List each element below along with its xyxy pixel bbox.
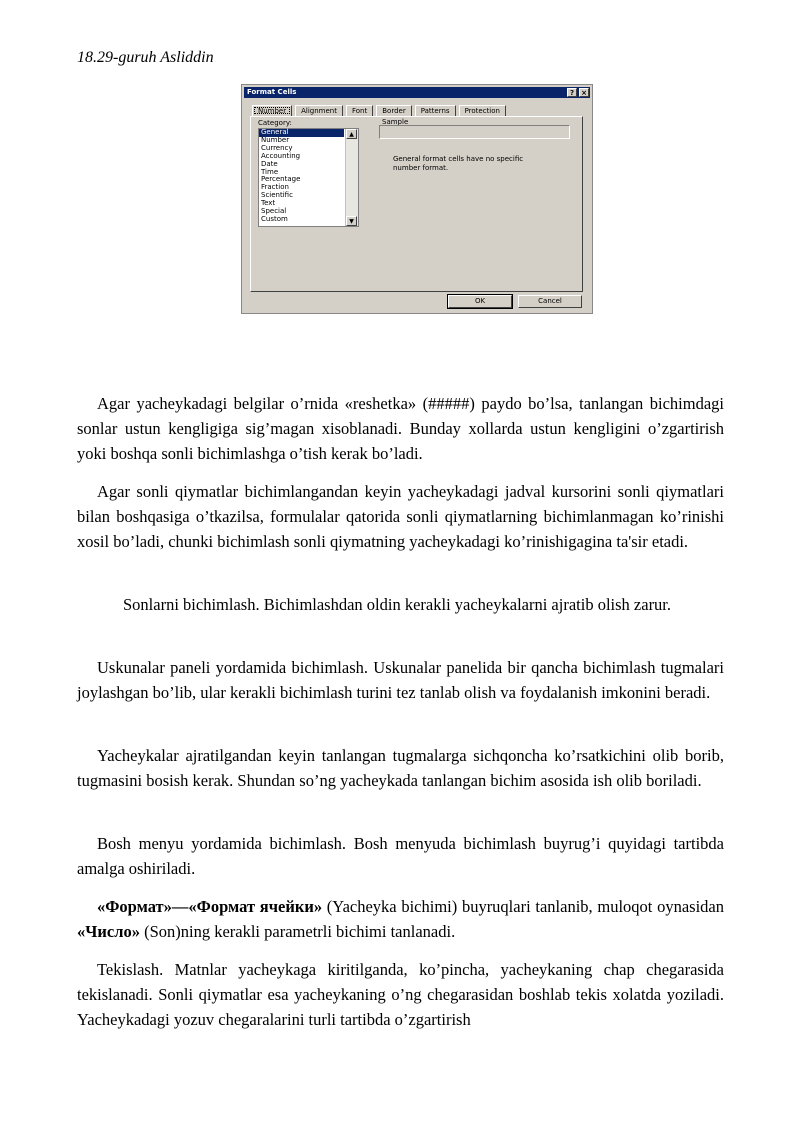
scroll-down-icon[interactable]: ▼	[346, 216, 357, 226]
category-item[interactable]: Special	[261, 207, 287, 216]
paragraph	[77, 391, 724, 466]
category-listbox[interactable]	[258, 128, 359, 227]
paragraph-text: Uskunalar paneli yordamida bichimlash. Uskunalar panelida bir qancha bichimlash tugmalari joylashgan bo’lib, ular kerakli bichimlash turini tez tanlab olish va foydalanish imkonini beradi.	[77, 658, 724, 702]
sample-label: Sample	[382, 118, 409, 126]
page-header: 18.29-guruh Asliddin	[77, 49, 214, 66]
category-item[interactable]: Percentage	[261, 175, 301, 184]
category-item[interactable]: Custom	[261, 214, 288, 223]
tab-font[interactable]: Font	[346, 105, 373, 116]
help-button[interactable]: ?	[567, 88, 577, 97]
cancel-button[interactable]: Cancel	[518, 295, 582, 308]
category-item[interactable]: Text	[261, 199, 276, 208]
paragraph	[77, 592, 724, 617]
category-item[interactable]: General	[259, 129, 344, 137]
paragraph-text: Yacheykalar ajratilgandan keyin tanlangan tugmalarga sichqoncha ko’rsatkichini olib borib, tugmasini bosish kerak. Shundan so’ng yacheykada tanlangan bichim asosida ish olib boriladi.	[77, 746, 724, 790]
tab-patterns[interactable]: Patterns	[415, 105, 456, 116]
category-item[interactable]: Date	[261, 159, 278, 168]
menu-path-bold: «Формат»—«Формат ячейки»	[97, 897, 323, 916]
category-label: Category:	[258, 119, 292, 127]
format-cells-dialog-screenshot	[241, 84, 593, 314]
tab-number[interactable]: Number	[252, 105, 292, 116]
tab-protection[interactable]: Protection	[459, 105, 506, 116]
paragraph-text: Sonlarni bichimlash. Bichimlashdan oldin kerakli yacheykalarni ajratib olish zarur.	[123, 595, 672, 614]
paragraph	[77, 831, 724, 881]
paragraph	[77, 894, 724, 944]
paragraph	[77, 655, 724, 705]
listbox-scrollbar[interactable]	[345, 129, 358, 226]
category-item[interactable]: Accounting	[261, 151, 301, 160]
close-button[interactable]: ×	[579, 88, 589, 97]
category-item[interactable]: Scientific	[261, 191, 293, 200]
category-item[interactable]: Fraction	[261, 183, 289, 192]
paragraph-text: (Son)ning kerakli parametrli bichimi tanlanadi.	[139, 922, 456, 941]
category-item[interactable]: Currency	[261, 143, 293, 152]
dialog-title: Format Cells	[247, 88, 297, 96]
category-item[interactable]: Time	[261, 167, 279, 176]
paragraph-text: (Yacheyka bichimi) buyruqlari tanlanib, muloqot oynasidan	[322, 897, 724, 916]
paragraph-text: Agar sonli qiymatlar bichimlangandan keyin yacheykadagi jadval kursorini sonli qiymatlari bilan boshqasiga o’tkazilsa, formulalar qatorida sonli qiymatlarning bichimlanmagan ko’rinishi xosil bo’ladi, chunki bichimlash sonli qiymatning yacheykadagi ko’rinishigagina ta'sir etadi.	[77, 482, 724, 551]
tab-alignment[interactable]: Alignment	[295, 105, 343, 116]
paragraph-text: Tekislash. Matnlar yacheykaga kiritilganda, ko’pincha, yacheykaning chap chegarasida tekislanadi. Sonli qiymatlar esa yacheykaning o’ng chegarasidan boshlab tekis xolatda yoziladi. Yacheykadagi yozuv chegaralarini turli tartibda o’zgartirish	[77, 960, 724, 1029]
tab-border[interactable]: Border	[376, 105, 411, 116]
menu-item-bold: «Число»	[77, 922, 140, 941]
category-item[interactable]: Number	[261, 135, 290, 144]
scroll-up-icon[interactable]: ▲	[346, 129, 357, 139]
paragraph	[77, 957, 724, 1032]
paragraph	[77, 743, 724, 793]
format-description: General format cells have no specific number format.	[393, 155, 524, 172]
paragraph-text: Bosh menyu yordamida bichimlash. Bosh menyuda bichimlash buyrug’i quyidagi tartibda amalga oshiriladi.	[77, 834, 724, 878]
ok-button[interactable]: OK	[448, 295, 512, 308]
paragraph	[77, 479, 724, 554]
dialog-titlebar	[244, 87, 590, 98]
paragraph-text: Agar yacheykadagi belgilar o’rnida «reshetka» (#####) paydo bo’lsa, tanlangan bichimdagi sonlar ustun kengligiga sig’magan xisoblanadi. Bunday xollarda ustun kengligini o’zgartirish yoki boshqa sonli bichimlashga o’tish kerak bo’ladi.	[77, 394, 724, 463]
sample-box	[379, 125, 570, 139]
